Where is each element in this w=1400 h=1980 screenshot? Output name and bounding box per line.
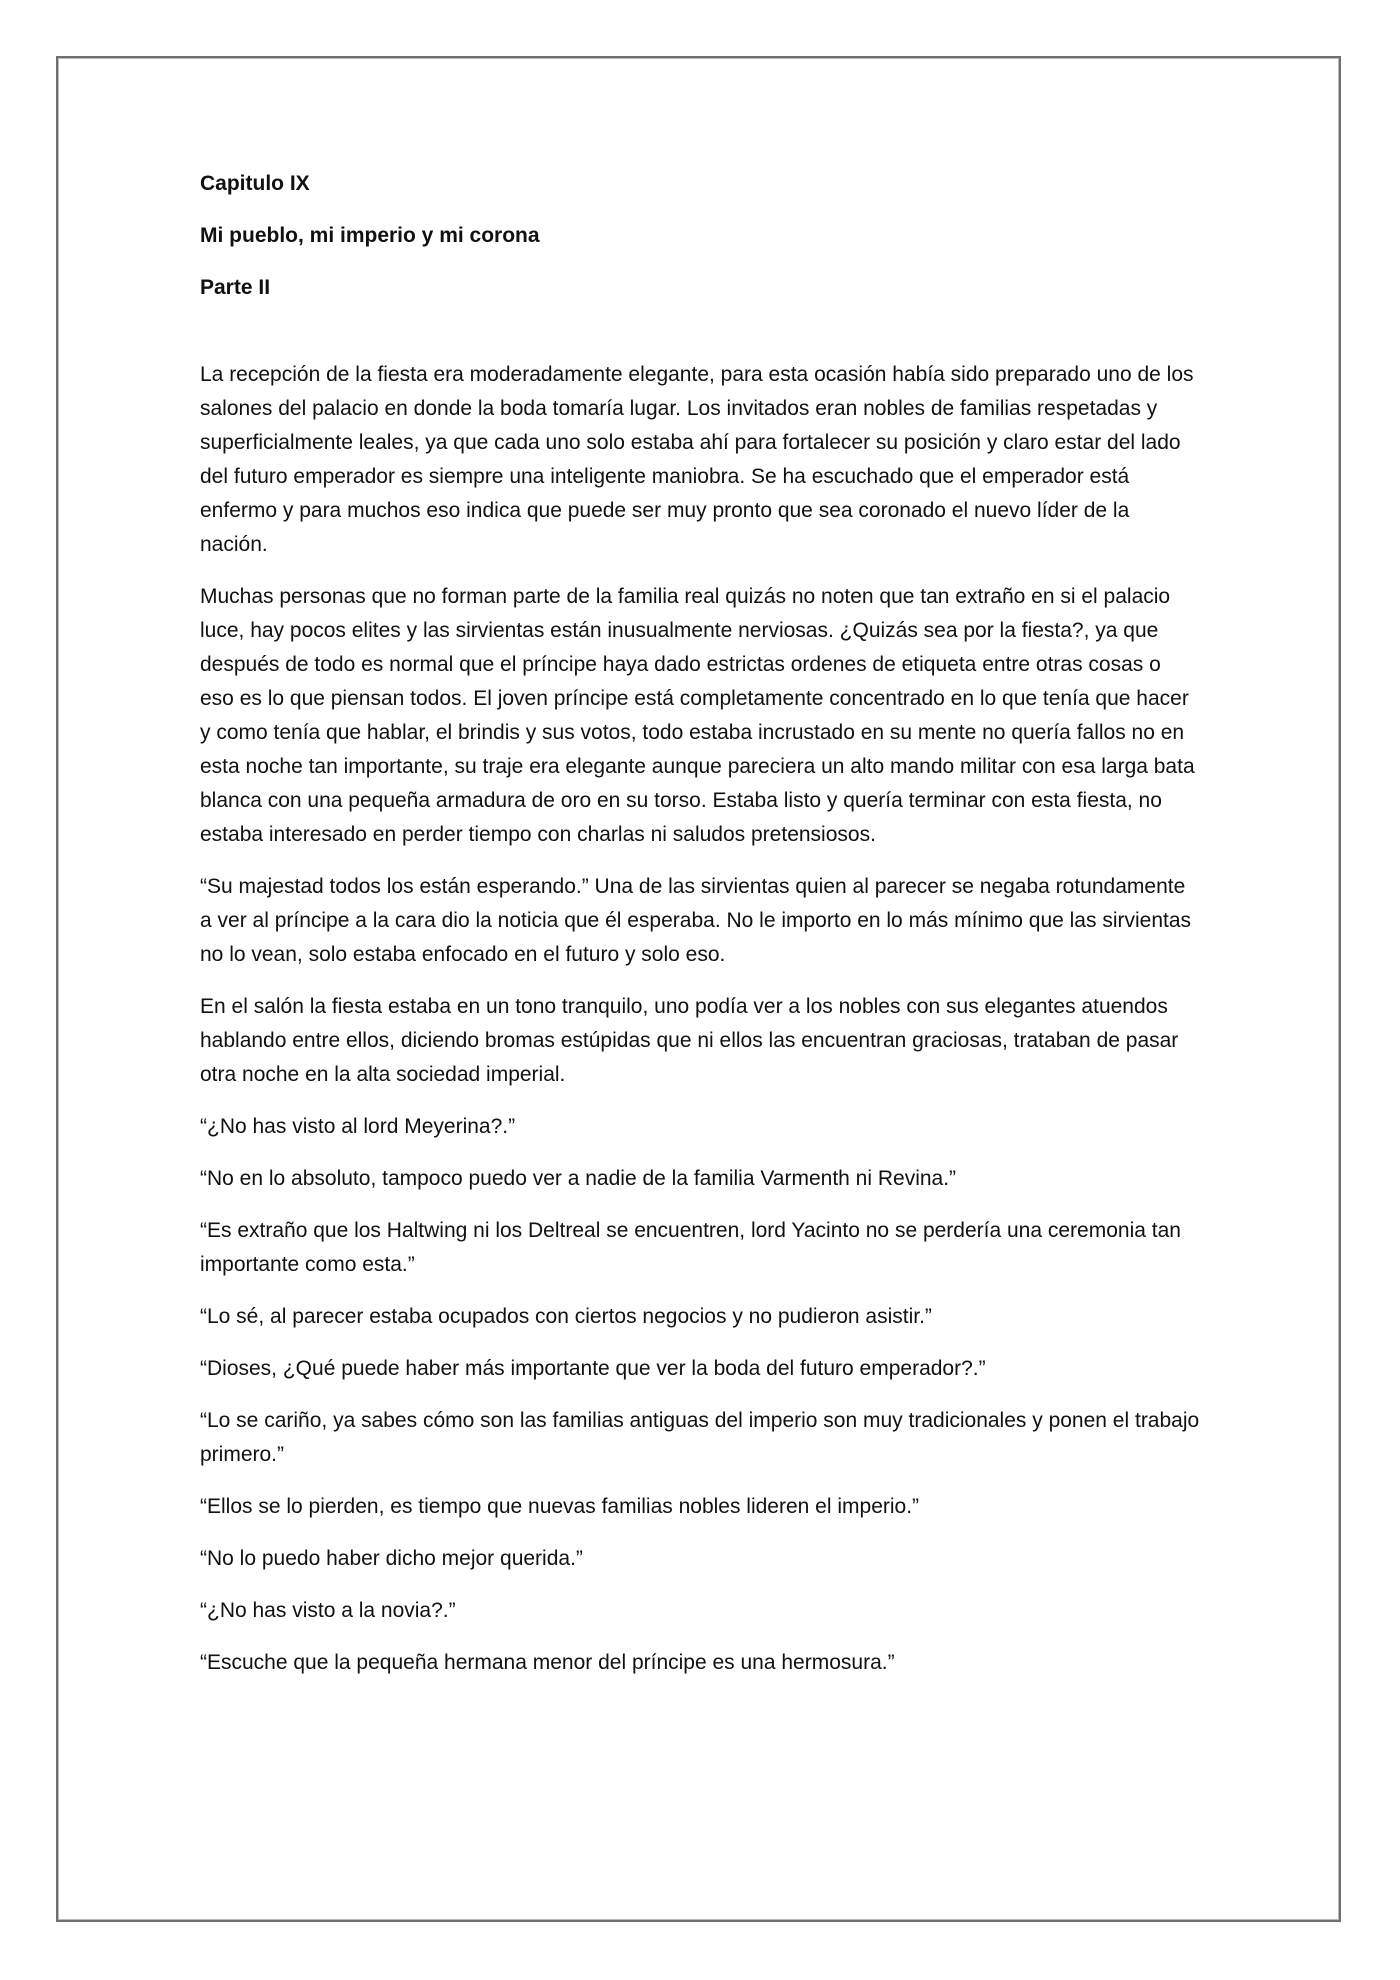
dialogue-line: “Ellos se lo pierden, es tiempo que nuevas familias nobles lideren el imperio.” bbox=[200, 1495, 920, 1518]
paragraph: “Su majestad todos los están esperando.” Una de las sirvientas quien al parecer se negaba rotundamente a ver al príncipe a la cara dio la noticia que él esperaba. No le importo en lo más mínimo que las sirvientas no lo vean, solo estaba enfocado en el futuro y solo eso. bbox=[200, 875, 1192, 966]
dialogue-line: “Dioses, ¿Qué puede haber más importante que ver la boda del futuro emperador?.” bbox=[200, 1357, 986, 1380]
dialogue-line: “Lo sé, al parecer estaba ocupados con ciertos negocios y no pudieron asistir.” bbox=[200, 1305, 932, 1328]
paragraph: Muchas personas que no forman parte de la familia real quizás no noten que tan extraño en si el palacio luce, hay pocos elites y las sirvientas están inusualmente nerviosas. ¿Quizás sea por la fiesta?, ya que después de todo es normal que el príncipe haya dado estrictas ordenes de etiqueta entre otras cosas o eso es lo que piensan todos. El joven príncipe está completamente concentrado en lo que tenía que hacer y como tenía que hablar, el brindis y sus votos, todo estaba incrustado en su mente no quería fallos no en esta noche tan importante, su traje era elegante aunque pareciera un alto mando militar con esa larga bata blanca con una pequeña armadura de oro en su torso. Estaba listo y quería terminar con esta fiesta, no estaba interesado en perder tiempo con charlas ni saludos pretensiosos. bbox=[200, 585, 1195, 846]
paragraph: La recepción de la fiesta era moderadamente elegante, para esta ocasión había sido preparado uno de los salones del palacio en donde la boda tomaría lugar. Los invitados eran nobles de familias respetadas y superficialmente leales, ya que cada uno solo estaba ahí para fortalecer su posición y claro estar del lado del futuro emperador es siempre una inteligente maniobra. Se ha escuchado que el emperador está enfermo y para muchos eso indica que puede ser muy pronto que sea coronado el nuevo líder de la nación. bbox=[200, 363, 1194, 556]
chapter-part: Parte II bbox=[200, 276, 271, 299]
dialogue-line: “Lo se cariño, ya sabes cómo son las familias antiguas del imperio son muy tradicionales y ponen el trabajo primero.” bbox=[200, 1409, 1200, 1466]
dialogue-line: “¿No has visto a la novia?.” bbox=[200, 1599, 456, 1622]
dialogue-line: “No lo puedo haber dicho mejor querida.” bbox=[200, 1547, 583, 1570]
chapter-number: Capitulo IX bbox=[200, 172, 310, 195]
dialogue-line: “No en lo absoluto, tampoco puedo ver a nadie de la familia Varmenth ni Revina.” bbox=[200, 1167, 957, 1190]
paragraph: En el salón la fiesta estaba en un tono tranquilo, uno podía ver a los nobles con sus elegantes atuendos hablando entre ellos, diciendo bromas estúpidas que ni ellos las encuentran graciosas, trataban de pasar otra noche en la alta sociedad imperial. bbox=[200, 995, 1179, 1086]
dialogue-line: “¿No has visto al lord Meyerina?.” bbox=[200, 1115, 516, 1138]
dialogue-line: “Escuche que la pequeña hermana menor del príncipe es una hermosura.” bbox=[200, 1651, 895, 1674]
dialogue-line: “Es extraño que los Haltwing ni los Deltreal se encuentren, lord Yacinto no se perdería una ceremonia tan importante como esta.” bbox=[200, 1219, 1181, 1276]
document-body bbox=[200, 170, 1200, 1698]
chapter-title: Mi pueblo, mi imperio y mi corona bbox=[200, 224, 540, 247]
